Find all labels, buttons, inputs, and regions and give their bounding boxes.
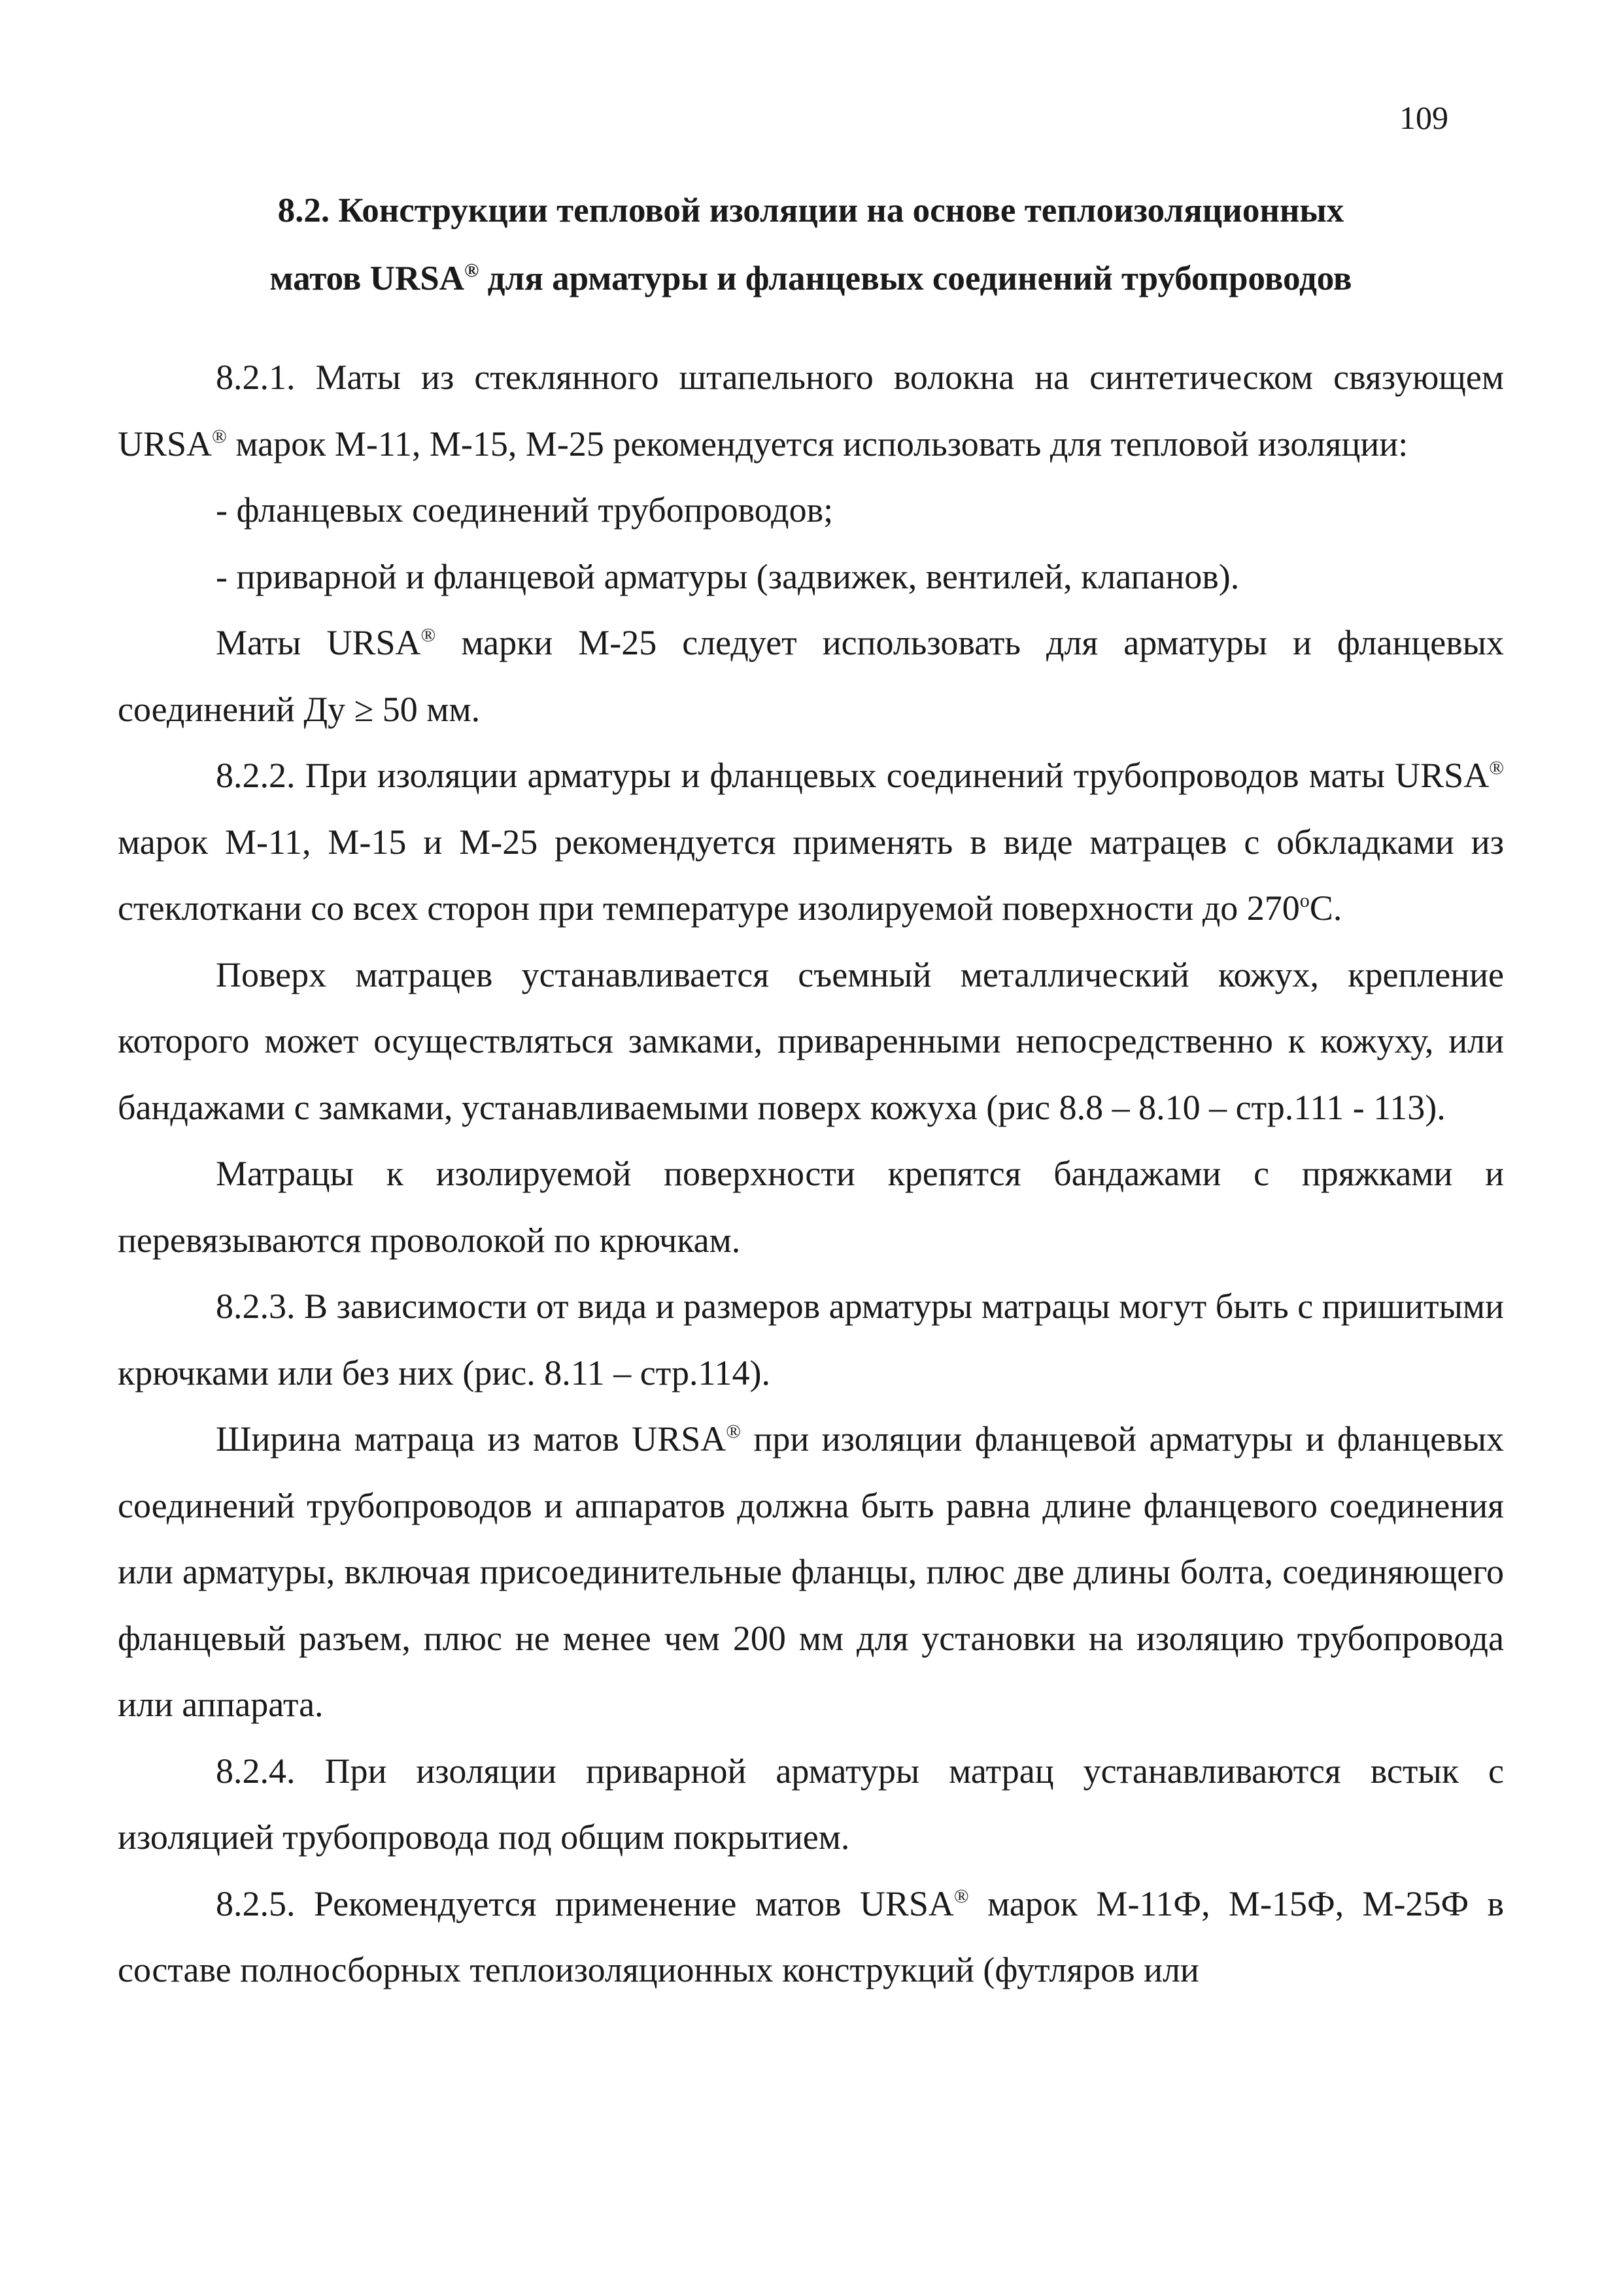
registered-mark: ®: [212, 425, 227, 447]
paragraph-width: [118, 1406, 1504, 1738]
paragraph-fastening: Матрацы к изолируемой поверхности крепятся бандажами с пряжками и перевязываются проволокой по крючкам.: [118, 1154, 1504, 1260]
text-run: марок М-11Ф, М-15Ф, М-25Ф в составе полносборных теплоизоляционных конструкций (футляров или: [118, 1883, 1504, 1989]
text-run: Ширина матраца из матов URSA: [216, 1419, 726, 1459]
list-item-flanges: - фланцевых соединений трубопроводов;: [216, 490, 834, 530]
body-text: [118, 345, 1504, 2004]
paragraph-8-2-5: [118, 1871, 1504, 2004]
text-run: 8.2.1. Маты из стеклянного штапельного волокна на синтетическом связующем URSA: [118, 358, 1504, 464]
registered-mark: ®: [953, 1885, 969, 1907]
text-run: марок М-11, М-15, М-25 рекомендуется использовать для тепловой изоляции:: [226, 424, 1408, 464]
section-heading: [118, 177, 1504, 312]
registered-mark: ®: [1489, 757, 1504, 779]
registered-mark: ®: [726, 1421, 742, 1442]
heading-line-2-end: для арматуры и фланцевых соединений трубопроводов: [479, 260, 1352, 297]
text-run: Маты URSA: [216, 623, 421, 662]
degree-mark: о: [1299, 890, 1310, 911]
text-run: 8.2.5. Рекомендуется применение матов URSA: [216, 1883, 954, 1923]
text-run: при изоляции фланцевой арматуры и фланцевых соединений трубопроводов и аппаратов должна быть равна длине фланцевого соединения или арматуры, включая присоединительные фланцы, плюс две длины болта, соединяющего фланцевый разъем, плюс не менее чем 200 мм для установки на изоляцию трубопровода или аппарата.: [118, 1419, 1504, 1724]
registered-mark: ®: [420, 624, 436, 646]
text-run: С.: [1309, 888, 1342, 928]
list-item-valves: - приварной и фланцевой арматуры (задвижек, вентилей, клапанов).: [216, 556, 1240, 596]
heading-line-2-start: матов URSA: [269, 260, 464, 297]
registered-mark: ®: [464, 260, 479, 281]
paragraph-m25: [118, 610, 1504, 743]
page-number: 109: [1399, 99, 1448, 136]
paragraph-casing: Поверх матрацев устанавливается съемный металлический кожух, крепление которого может осуществляться замками, приваренными непосредственно к кожуху, или бандажами с замками, устанавливаемыми поверх кожуха (рис 8.8 – 8.10 – стр.111 - 113).: [118, 954, 1504, 1127]
paragraph-8-2-2: [118, 743, 1504, 942]
heading-line-1: 8.2. Конструкции тепловой изоляции на основе теплоизоляционных: [277, 192, 1344, 229]
text-run: 8.2.2. При изоляции арматуры и фланцевых соединений трубопроводов маты URSA: [216, 756, 1490, 795]
paragraph-8-2-3: 8.2.3. В зависимости от вида и размеров арматуры матрацы могут быть с пришитыми крючками или без них (рис. 8.11 – стр.114).: [118, 1287, 1504, 1393]
heading-line-2: [118, 245, 1504, 312]
paragraph-8-2-1: [118, 345, 1504, 477]
text-run: марки М-25 следует использовать для арматуры и фланцевых соединений Ду ≥ 50 мм.: [118, 623, 1505, 729]
paragraph-8-2-4: 8.2.4. При изоляции приварной арматуры матрац устанавливаются встык с изоляцией трубопровода под общим покрытием.: [118, 1751, 1504, 1857]
text-run: марок М-11, М-15 и М-25 рекомендуется применять в виде матрацев с обкладками из стеклоткани со всех сторон при температуре изолируемой поверхности до 270: [118, 822, 1504, 928]
